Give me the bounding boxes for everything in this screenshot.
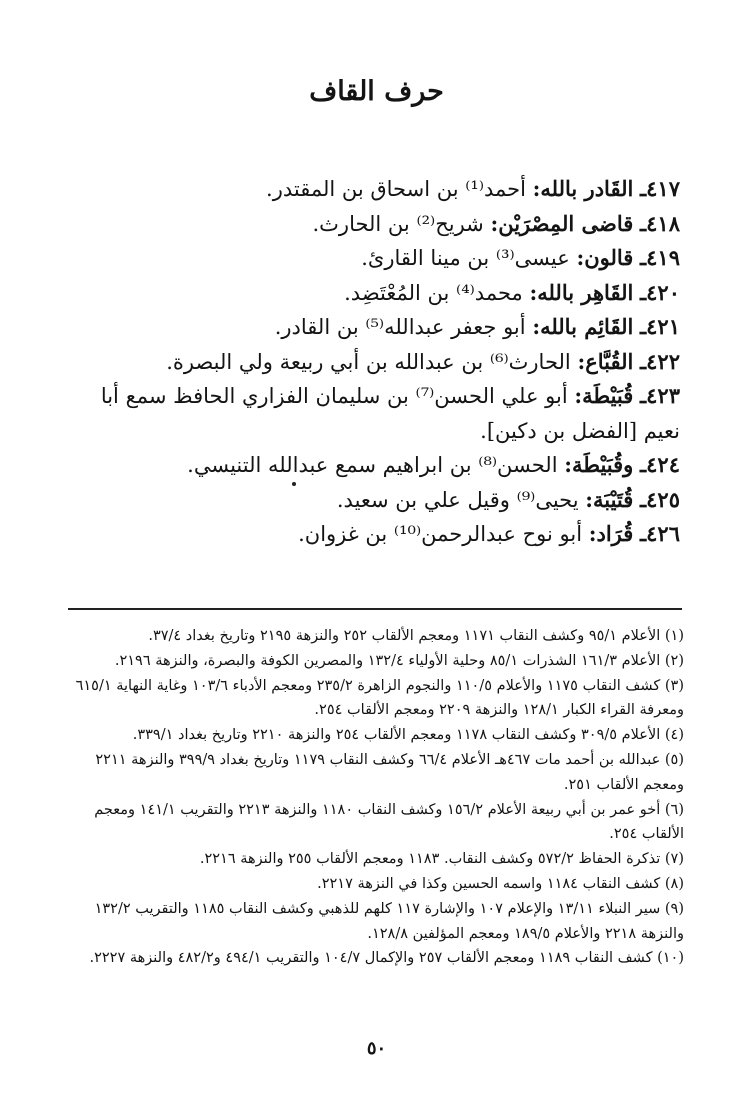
entry-number: ٤١٩ـ xyxy=(640,245,680,270)
list-item xyxy=(58,241,680,276)
list-item xyxy=(58,310,680,345)
list-item xyxy=(58,483,680,518)
page-title: حرف القاف xyxy=(309,76,444,107)
entry-text: أبو نوح عبدالرحمن⁽¹⁰⁾ بن غزوان. xyxy=(298,522,583,546)
entry-number: ٤١٨ـ xyxy=(640,210,680,236)
entry-term: وقُبَيْطَة: xyxy=(564,452,634,477)
entry-number: ٤٢٣ـ xyxy=(640,383,680,408)
entry-number: ٤٢٥ـ xyxy=(640,486,680,512)
footnote: (٧) تذكرة الحفاظ ٥٧٢/٢ وكشف النقاب. ١١٨٣ ومعجم الألقاب ٢٥٥ والنزهة ٢٢١٦. xyxy=(199,851,684,868)
footnote: (٣) كشف النقاب ١١٧٥ والأعلام ١١٠/٥ والنجوم الزاهرة ٢٣٥/٢ ومعجم الأدباء ١٠٣/٦ وغاية النهاية ٦١٥/١ ومعرفة القراء الكبار ١٢٨/١ والنزهة ٢٢٠٩ ومعجم الألقاب ٢٥٤. xyxy=(75,677,684,719)
entry-term: القَادر بالله: xyxy=(532,176,634,201)
list-item xyxy=(58,448,680,483)
footnote: (٤) الأعلام ٣٠٩/٥ وكشف النقاب ١١٧٨ ومعجم الألقاب ٢٥٤ والنزهة ٢٢١٠ وتاريخ بغداد ٣٣٩/١. xyxy=(132,727,684,744)
entry-term: القَائِم بالله: xyxy=(532,314,634,339)
footnote: (٢) الأعلام ١٦١/٣ الشذرات ٨٥/١ وحلية الأولياء ١٣٢/٤ والمصرين الكوفة والبصرة، والنزهة ٢١٩٦. xyxy=(114,652,684,669)
page-number: ٥٠ xyxy=(366,1038,387,1059)
entry-text: الحارث⁽⁶⁾ بن عبدالله بن أبي ربيعة ولي البصرة. xyxy=(166,349,571,374)
entry-text: شريح⁽²⁾ بن الحارث. xyxy=(312,211,484,236)
footnote-divider xyxy=(68,608,682,610)
entry-term: القَاهِر بالله: xyxy=(529,279,634,305)
entry-list xyxy=(58,172,680,552)
entry-text: يحيى⁽⁹⁾ وقيل علي بن سعيد. xyxy=(336,487,579,512)
entry-number: ٤١٧ـ xyxy=(640,176,680,201)
entry-term: قُرَاد: xyxy=(588,521,634,546)
list-item xyxy=(58,345,680,380)
footnote: (٦) أخو عمر بن أبي ربيعة الأعلام ١٥٦/٢ وكشف النقاب ١١٨٠ والنزهة ٢٢١٣ والتقريب ١٤١/١ ومعجم الألقاب ٢٥٤. xyxy=(94,801,684,843)
list-item xyxy=(58,517,680,552)
entry-number: ٤٢٤ـ xyxy=(640,452,680,477)
entry-number: ٤٢٦ـ xyxy=(640,521,680,546)
entry-term: قُتَيْبَة: xyxy=(585,486,634,512)
footnote: (٨) كشف النقاب ١١٨٤ واسمه الحسين وكذا في النزهة ٢٢١٧. xyxy=(317,875,684,892)
footnote: (١٠) كشف النقاب ١١٨٩ ومعجم الألقاب ٢٥٧ والإكمال ١٠٤/٧ والتقريب ٤٩٤/١ و٤٨٢/٢ والنزهة ٢٢٢٧. xyxy=(89,950,684,967)
list-item xyxy=(58,207,680,242)
footnotes xyxy=(60,624,684,971)
entry-term: قاضى المِصْرَيْن: xyxy=(490,210,634,236)
list-item xyxy=(58,172,680,207)
entry-term: قالون: xyxy=(576,245,634,270)
footnote: (٥) عبدالله بن أحمد مات ٤٦٧هـ الأعلام ٦٦/٤ وكشف النقاب ١١٧٩ وتاريخ بغداد ٣٩٩/٩ والنزهة ٢٢١١ ومعجم الألقاب ٢٥١. xyxy=(95,751,684,793)
entry-text: أبو علي الحسن⁽⁷⁾ بن سليمان الفزاري الحافظ سمع أبا نعيم [الفضل بن دكين]. xyxy=(100,384,680,443)
entry-text: عيسى⁽³⁾ بن مينا القارئ. xyxy=(361,246,570,270)
footnote: (٩) سير النبلاء ١٣/١١ والإعلام ١٠٧ والإشارة ١١٧ كلهم للذهبي وكشف النقاب ١١٨٥ والتقريب ١٣٢/٢ والنزهة ٢٢١٨ والأعلام ١٨٩/٥ ومعجم المؤلفين ١٢٨/٨. xyxy=(94,900,684,942)
entry-text: أحمد⁽¹⁾ بن اسحاق بن المقتدر. xyxy=(266,177,526,201)
entry-number: ٤٢٠ـ xyxy=(640,279,680,305)
list-item xyxy=(58,379,680,448)
entry-term: القُبَّاع: xyxy=(577,348,634,374)
footnote: (١) الأعلام ٩٥/١ وكشف النقاب ١١٧١ ومعجم الألقاب ٢٥٢ والنزهة ٢١٩٥ وتاريخ بغداد ٣٧/٤. xyxy=(148,628,684,644)
ink-dot xyxy=(292,482,296,486)
list-item xyxy=(58,276,680,311)
entry-number: ٤٢٢ـ xyxy=(640,348,680,374)
entry-number: ٤٢١ـ xyxy=(640,314,680,339)
entry-text: أبو جعفر عبدالله⁽⁵⁾ بن القادر. xyxy=(274,315,526,339)
entry-text: الحسن⁽⁸⁾ بن ابراهيم سمع عبدالله التنيسي. xyxy=(187,453,558,477)
entry-term: قُبَيْطَة: xyxy=(574,383,634,408)
entry-text: محمد⁽⁴⁾ بن المُعْتَضِد. xyxy=(344,280,523,305)
